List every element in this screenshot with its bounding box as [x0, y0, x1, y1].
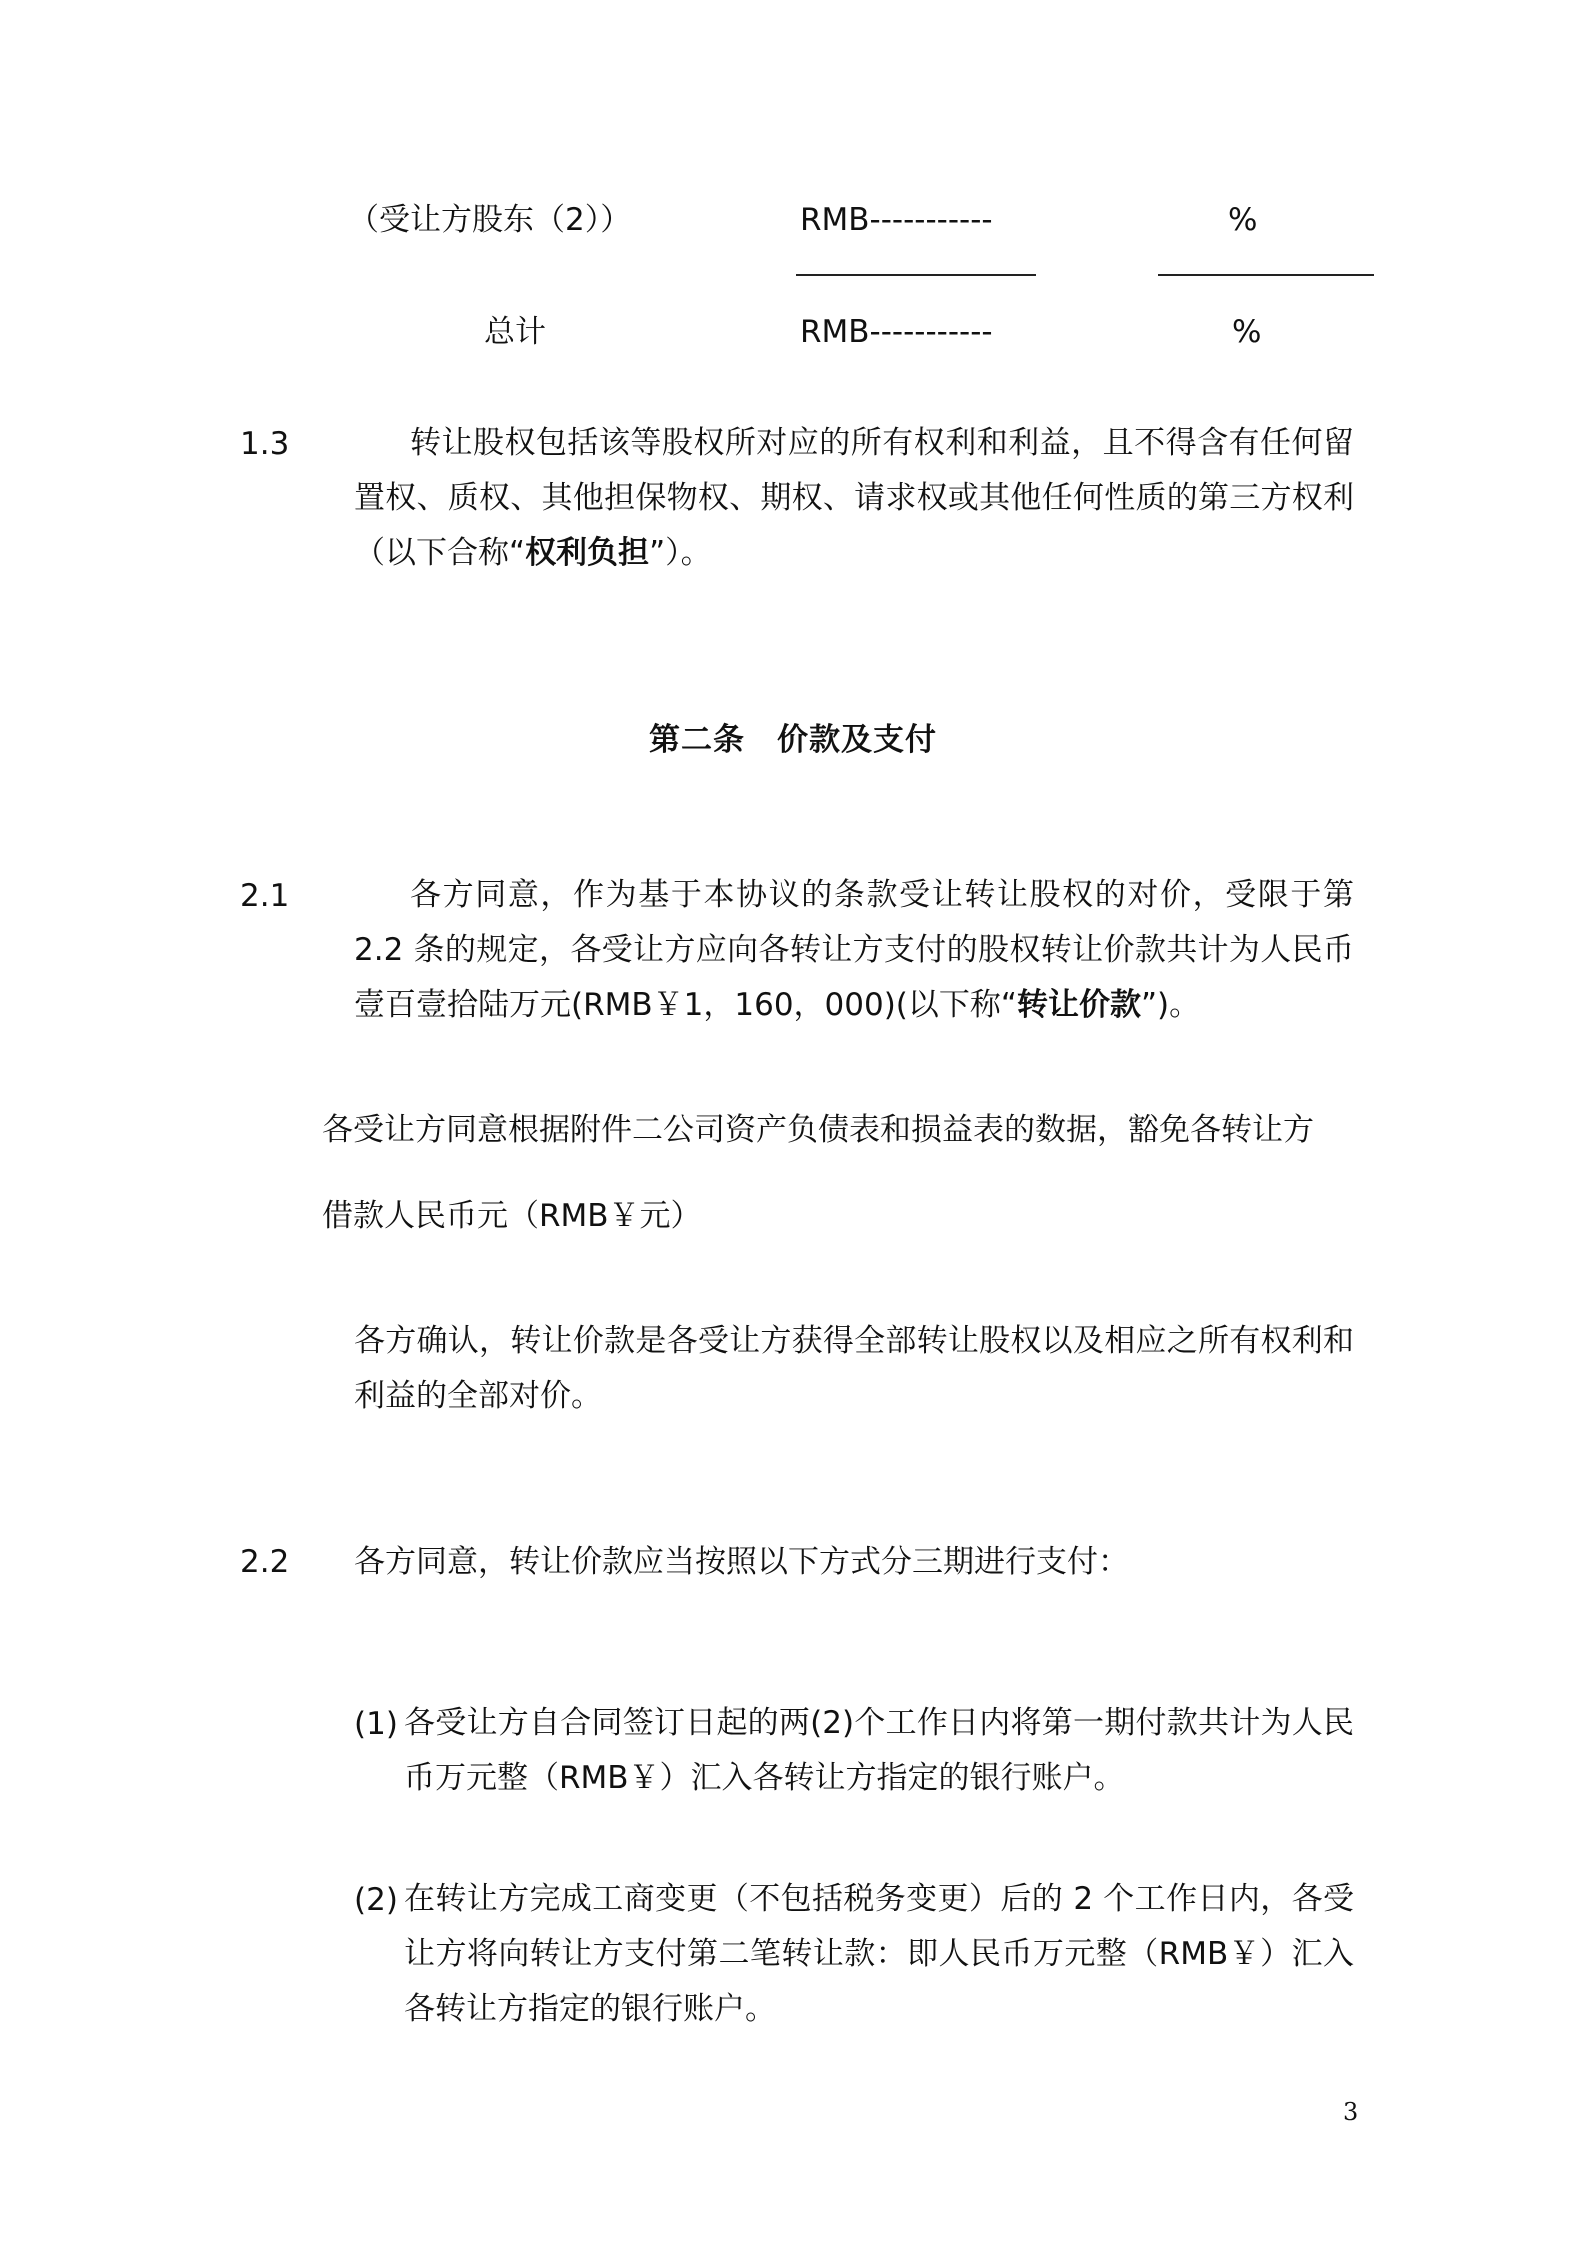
table-row1-label: （受让方股东（2））	[348, 202, 632, 238]
item-2-marker: (2)	[354, 1882, 398, 1918]
clause-2-1-text: 各方同意，作为基于本协议的条款受让转让股权的对价，受限于第 2.2 条的规定，各受让方应向各转让方支付的股权转让价款共计为人民币壹百壹拾陆万元(RMB￥1，160，000)(以下称“转让价款”)。	[354, 877, 1354, 1023]
item-1-text: 各受让方自合同签订日起的两(2)个工作日内将第一期付款共计为人民币万元整（RMB￥）汇入各转让方指定的银行账户。	[404, 1705, 1354, 1796]
clause-number-2-1: 2.1	[240, 878, 290, 914]
waiver-line-1: 各受让方同意根据附件二公司资产负债表和损益表的数据，豁免各转让方	[322, 1112, 1314, 1148]
table-total-label: 总计	[484, 314, 546, 350]
article-heading: 第二条 价款及支付	[649, 722, 937, 758]
item-1-marker: (1)	[354, 1706, 398, 1742]
table-total-percent: %	[1232, 314, 1262, 350]
amount-underline	[796, 274, 1036, 276]
clause-number-1-3: 1.3	[240, 426, 290, 462]
percent-underline	[1158, 274, 1374, 276]
clause-2-2-text: 各方同意，转让价款应当按照以下方式分三期进行支付：	[354, 1544, 1129, 1580]
clause-1-3-text: 转让股权包括该等股权所对应的所有权利和利益，且不得含有任何留置权、质权、其他担保物权、期权、请求权或其他任何性质的第三方权利（以下合称“权利负担”）。	[354, 425, 1354, 571]
defined-term-transfer-price: 转让价款	[1016, 987, 1141, 1023]
waiver-line-2: 借款人民币元（RMB￥元）	[322, 1198, 702, 1234]
page-number: 3	[1343, 2098, 1359, 2126]
item-2-text: 在转让方完成工商变更（不包括税务变更）后的 2 个工作日内，各受让方将向转让方支付第二笔转让款：即人民币万元整（RMB￥）汇入各转让方指定的银行账户。	[404, 1881, 1354, 2027]
confirmation-paragraph: 各方确认，转让价款是各受让方获得全部转让股权以及相应之所有权利和利益的全部对价。	[354, 1323, 1354, 1414]
table-total-amount: RMB-----------	[800, 314, 993, 350]
table-row1-percent: %	[1228, 202, 1258, 238]
clause-number-2-2: 2.2	[240, 1544, 290, 1580]
table-row1-amount: RMB-----------	[800, 202, 993, 238]
defined-term-encumbrance: 权利负担	[525, 535, 650, 571]
